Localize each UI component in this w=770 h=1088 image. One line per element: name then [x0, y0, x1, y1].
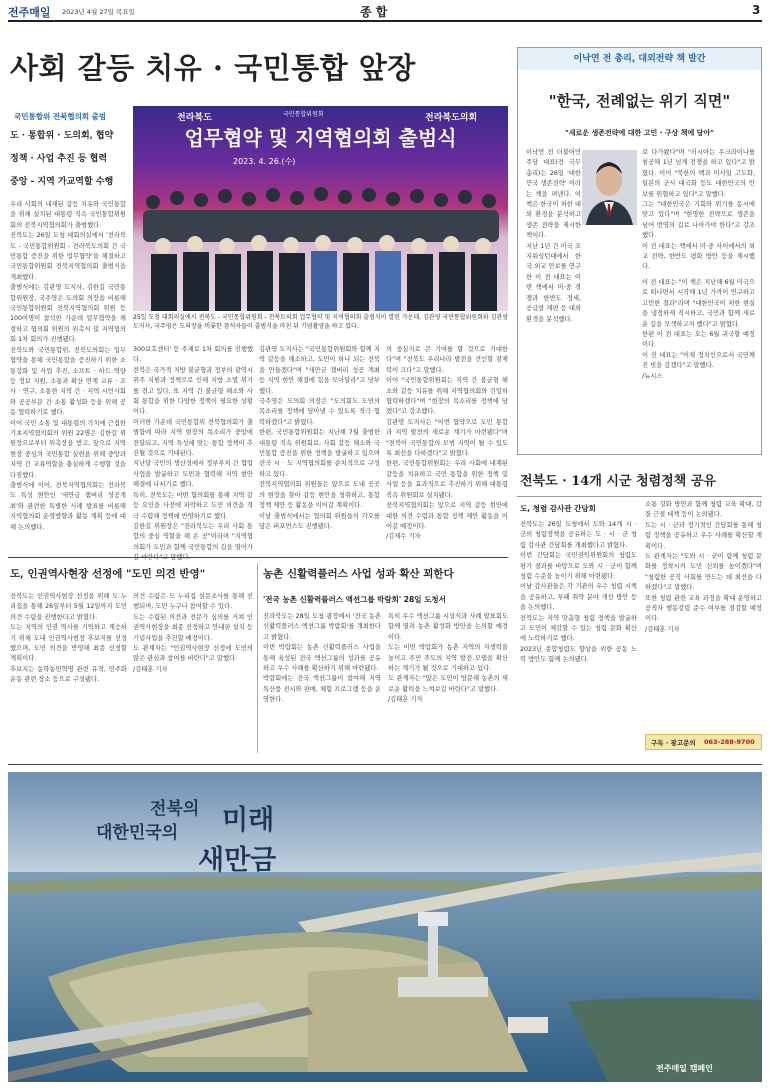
photo-side-right: 전라북도의회: [425, 113, 478, 123]
lead-subhead-1: 도 · 통합위 · 도의회, 협약: [10, 131, 114, 141]
subscription-ad: [645, 734, 762, 750]
ad-line-2: 대한민국의: [96, 823, 179, 843]
lead-kicker: 국민통합위 전북협의회 출범: [14, 112, 107, 121]
interview-subhead: "새로운 생존전략에 대한 고민 · 구상 책에 담아": [565, 129, 714, 137]
interview-header: 이낙연 전 총리, 대외전략 책 발간: [518, 48, 761, 70]
rural-col-2: 특히 우수 액션그룹 시상식과 사례 발표회도 함께 열려 농촌 활성화 방안을 논의할 예정이다. 도는 이번 박람회가 농촌 지역의 자생력을 높이고 주민 주도의 지역 발전 모델을 확산하는 계기가 될 것으로 기대하고 있다. 도 관계자는 "많은 도민이 방문해 농촌의 새로운 활력을 느껴보길 바란다"고 말했다. /김태훈 기자: [388, 613, 508, 704]
cheongnyeon-col-1: 전북도는 26일 도청에서 도와 14개 시 · 군의 청렴정책을 공유하는 도 · 시 · 군 청렴 감사관 간담회를 개최했다고 밝혔다. 이번 간담회는 국민권익위원회의 청렴도 평가 결과를 바탕으로 도와 시 · 군이 함께 청렴 수준을 높이기 위해 마련됐다. 이날 감사관들은 각 기관의 우수 청렴 시책을 공유하고, 부패 취약 분야 개선 방안 등을 논의했다. 전북도는 지역 맞춤형 청렴 정책을 발굴하고 도민이 체감할 수 있는 청렴 문화 확산에 노력하기로 했다. 2023년 종합청렴도 향상을 위한 공동 노력 방안도 함께 논의됐다.: [520, 521, 637, 664]
lead-headline: 사회 갈등 치유 · 국민통합 앞장: [10, 51, 416, 85]
section-title: 종 합: [360, 5, 388, 19]
ad-rule: [8, 764, 762, 765]
human-rights-col-1: 전북도는 인권역사현장 선정을 위해 도 누리집을 통해 26일부터 5월 12일까지 도민 의견 수렴을 진행한다고 밝혔다. 도는 지역의 인권 역사를 기억하고 계승하기 위해 도내 인권역사현장 후보지를 선정했으며, 도민 의견을 반영해 최종 선정할 계획이다. 후보지는 동학농민혁명 관련 유적, 민주화운동 관련 장소 등으로 구성됐다.: [10, 593, 127, 684]
rural-col-1: 전라북도는 28일 도청 광장에서 '전국 농촌 신활력플러스 액션그룹 박람회'를 개최한다고 밝혔다. 이번 박람회는 농촌 신활력플러스 사업을 통해 육성된 전국 액션그룹의 성과를 공유하고 우수 사례를 확산하기 위해 마련됐다. 박람회에는 전국 액션그룹이 참여해 지역 특산품 전시와 판매, 체험 프로그램 등을 운영한다.: [263, 613, 381, 704]
subscription-ad-label: 구독 · 광고문의: [651, 739, 696, 747]
human-rights-col-2: 의견 수렴은 도 누리집 설문조사를 통해 진행되며, 도민 누구나 참여할 수 있다. 도는 수렴된 의견과 전문가 심의를 거쳐 인권역사현장을 최종 선정하고 안내판 설치 등 기념사업을 추진할 예정이다. 도 관계자는 "인권역사현장 선정에 도민의 많은 관심과 참여를 바란다"고 말했다. /김태훈 기자: [133, 593, 253, 673]
cheongnyeon-kicker: 도, 청렴 감사관 간담회: [520, 504, 596, 513]
photo-crowd: [133, 172, 508, 311]
ad-emphasis-top: 미래: [222, 805, 275, 836]
interview-text-left-lower: [526, 278, 636, 448]
saemangeum-ad: [8, 772, 762, 1082]
photo-banner-sub: 국민통합위원회: [283, 111, 324, 118]
photo-side-left: 전라북도: [177, 113, 212, 123]
lead-col-2: 300보호센터' 등 주제로 1차 회의를 진행했다. 전북은 국가적 지방 불균형과 정부의 광역시 위주 지원과 정책으로 인해 지방 소멸 위기를 겪고 있다. 또 지역 간 불균형 해소와 사회 통합을 위한 다양한 정책이 필요한 상황이다. 이러한 가운데 국민통합위 전북협의회가 출범함에 따라 지역 현장의 목소리가 중앙에 전달되고, 지역 특성에 맞는 통합 정책이 추진될 것으로 기대된다. 지난달 국민의 생산성에서 정부부처 간 협업 사업을 발굴하고 도민과 협력해 지역 현안 해결에 나서기로 했다. 특히, 전북도는 이번 협의회를 통해 지역 갈등 요인을 사전에 파악하고 도민 의견을 적극 수렴해 정책에 반영하기로 했다. 김한길 위원장은 "전라북도는 우리 사회 통합의 중심 역할을 해 온 곳"이라며 "지역협의회가 도민과 함께 국민통합의 길을 열어가: [133, 346, 253, 551]
lead-subhead-3: 중앙 - 지역 가교역할 수행: [10, 177, 114, 187]
cheongnyeon-rule: [517, 496, 762, 497]
middle-rule: [8, 557, 508, 558]
interview-headline: "한국, 전례없는 위기 직면": [548, 92, 731, 110]
lead-subhead-2: 정책 · 사업 추진 등 협력: [10, 154, 108, 164]
paper-name: 전주매일: [8, 6, 51, 19]
cheongnyeon-headline: 전북도 · 14개 시군 청렴정책 공유: [520, 474, 716, 489]
interview-text-full: 이 전 대표는 "이 책은 지난해 6월 미국으로 떠나면서 시작해 1년 가까이 연구하고 고민한 결과"라며 "대한민국이 처한 현실을 냉정하게 직시하고, 국민과 함께 새로운 길을 모색하고자 했다"고 밝혔다. 한편 이 전 대표는 오는 6월 귀국할 예정이다. 이 전 대표는 "이제 정치인으로서 국민께 진 빚을 갚겠다"고 말했다. /뉴시스: [642, 279, 755, 380]
interview-text-right: 로 다가왔다"며 "러시아는 우크라이나를 침공해 1년 넘게 전쟁을 하고 있다"고 밝혔다. 이어 "북한의 핵과 미사일 고도화, 일본의 군사 대국화 등도 대한민국의 안보를 위협하고 있다"고 말했다. 그는 "대한민국은 기회와 위기를 동시에 맞고 있다"며 "현명한 전략으로 생존을 넘어 번영의 길로 나아가야 한다"고 강조했다. 이 전 대표는 책에서 미·중 사이에서의 외교 전략, 한반도 평화 방안 등을 제시했다.: [642, 149, 755, 271]
photo-banner-main: 업무협약 및 지역협의회 출범식: [184, 126, 457, 150]
issue-date: 2023년 4월 27일 목요일: [62, 8, 135, 16]
subscription-ad-phone: 063-288-9700: [704, 738, 755, 746]
photo-banner-date: 2023. 4. 26.(수): [233, 157, 296, 166]
rural-kicker: '전국 농촌 신활력플러스 액션그룹 박람회' 28일 도청서: [263, 595, 446, 604]
interview-text-narrow: 이낙연 전 더불어민주당 대표(전 국무총리)는 26일 '대한민국 생존전략' 이라는 책을 펴낸다. 이 책은 한국이 처한 대외 환경을 분석하고 생존 전략을 제시한 책이다. 지난 1년 간 미국 조지워싱턴대에서 한국 외교 안보를 연구한 이 전 대표는 이번 책에서 미·중 경쟁과 한반도 정세, 공급망 재편 등 대외 환경을 분석했다.: [526, 149, 581, 323]
rural-headline: 농촌 신활력플러스 사업 성과 확산 꾀한다: [263, 568, 454, 580]
page-number: 3: [752, 3, 761, 17]
ad-emphasis-bottom: 새만금: [198, 845, 277, 876]
middle-divider: [257, 563, 258, 753]
interview-box: [517, 47, 762, 455]
ad-campaign-label: 전주매일 캠페인: [656, 1064, 713, 1073]
lead-photo: [133, 106, 508, 311]
photo-caption: 25일 도청 대회의실에서 전북도 - 국민통합위원회 - 전북도의회 업무협약 및 지역협의회 출범식이 열린 가운데, 김관영 국민통합위원회와 김관영 도지사, 국주영은 도의장을 비롯한 참석자들이 출범식을 마친 뒤 기념촬영을 하고 있다.: [133, 314, 508, 330]
human-rights-headline: 도, 인권역사현장 선정에 "도민 의견 반영": [10, 568, 206, 580]
masthead-rule: [8, 20, 762, 22]
ad-line-1: 전북의: [150, 799, 200, 819]
lead-col-4: 의 중심지로 큰 기여를 할 것으로 기대한다"며 "전북도 우리나라 발전을 견인할 잠재력이 크다"고 말했다. 이어 "국민통합위원회는 지역 간 불균형 해소와 갈등 치유를 위해 지역협의회와 긴밀히 협력하겠다"며 "현장의 목소리를 정책에 담겠다"고 강조했다. 김관영 도지사는 "이번 협약으로 도민 통합과 지역 발전의 새로운 계기가 마련됐다"며 "전북이 국민통합의 모범 지역이 될 수 있도록 최선을 다하겠다"고 밝혔다. 한편, 국민통합위원회는 우리 사회에 내재된 갈등을 치유하고 국민 통합을 위한 정책 및 사업 등을 효과적으로 추진하기 위해 대통령 직속 위원회로 설치됐다. 전북지역협의회는 앞으로 지역 갈등 현안에 대한 의견 수렴과 통합 정책 제안 활동을 이어갈 예정이다. /김제수 기자: [386, 346, 508, 541]
lead-col-1: 우리 사회의 내재된 갈등 치유와 국민통합을 위해 설치된 대통령 직속 국민통합위원회의 전북지역협의회가 출범했다. 전북도는 26일 도청 대회의실에서 '전라북도 - 국민통합위원회 - 전라북도의회 간 국민통합 증진을 위한 업무협약'을 체결하고 국민통합위원회 전북지역협의회 출범식을 개최했다. 출범식에는 김관영 도지사, 김한길 국민통합위원장, 국주영은 도의회 의장을 비롯해 국민통합위원회 전북지역협의회 위원 등 100여명이 참석한 가운데 업무협약을 체결하고 협의회 위원의 위촉식 및 지역협의회 1차 회의가 진행됐다. 전북도와 국민통합위, 전북도의회는 업무협약을 통해 국민통합을 증진하기 위한 소통강화 및 사업 추진, 소프트 · 하드 역량 등 정보 지원, 소통과 확산 연계 교류 · 조사 · 연구, 소통한 지역 간 · 지역 시민사회와 공공부문 간 소통 활성화 등을 위해 공동 협력하기로 했다. 이어 국민 소통 및 대통령의 가치에 근접한 기초지역협의회의 위원 22명은 김한길 위원장으로부터 위촉장을 받고, 앞으로 지역 현장 중심의 국민통합 실현을 위해 중앙과 지역 간 교류역할을 충실하게 수행할 것을 다짐했다. 출범식에 이어, 전북지역협의회는 전라북도 특성 현안인 '새만금 잼버리 성공개최'와 관련한 특별한 사례 발표를 비롯해 지역협의회 운영방향과 활동 계획 등에 대해 논의했다.: [10, 201, 126, 531]
portrait-photo: [582, 150, 637, 225]
lead-col-3: 김관영 도지사는 "국민통합위원회와 함께 지역 갈등을 해소하고, 도민이 하나 되는 전북을 만들겠다"며 "새만금 잼버리 성공 개최 등 지역 현안 해결에 힘을 모아달라"고 당부했다. 국주영은 도의회 의장은 "도의회도 도민의 목소리를 정책에 담아낼 수 있도록 적극 협력하겠다"고 밝혔다. 한편, 국민통합위원회는 지난해 7월 출범한 대통령 직속 위원회로, 사회 갈등 해소와 국민통합 증진을 위한 정책을 발굴하고 있으며 전국 시 · 도 지역협의회를 순차적으로 구성하고 있다. 전북지역협의회 위원들은 앞으로 도내 곳곳의 현장을 찾아 갈등 현안을 청취하고, 통합 정책 제안 등 활동을 이어갈 계획이다. 이날 출범식에서는 협의회 위원들의 각오를 담은 퍼포먼스도 진행됐다.: [259, 346, 380, 530]
cheongnyeon-col-2: 소통 강화 방안과 함께 청렴 교육 확대, 갑질 근절 대책 등이 논의됐다. 도는 시 · 군과 정기적인 간담회를 통해 청렴 정책을 공유하고 우수 사례를 확산할 계획이다. 도 관계자는 "도와 시 · 군이 함께 청렴 문화를 정착시켜 도민 신뢰를 높이겠다"며 "청렴한 공직 사회를 만드는 데 최선을 다하겠다"고 말했다. 또한 청렴 관련 교육 과정을 확대 운영하고 공직자 행동강령 준수 여부를 점검할 예정이다. /김태훈 기자: [645, 501, 762, 633]
